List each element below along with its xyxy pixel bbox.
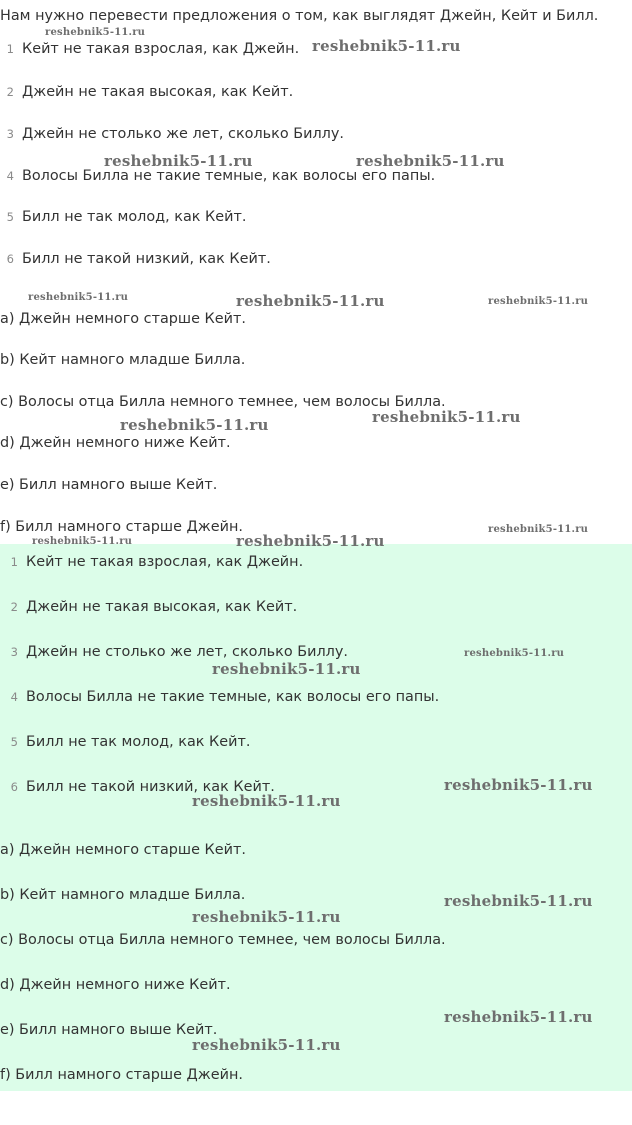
item-text: Билл не так молод, как Кейт. — [26, 734, 251, 750]
watermark: reshebnik5-11.ru — [192, 1036, 341, 1054]
watermark: reshebnik5-11.ru — [444, 776, 593, 794]
question-option: c) Волосы отца Билла немного темнее, чем волосы Билла. — [0, 394, 446, 410]
question-option: a) Джейн немного старше Кейт. — [0, 311, 246, 327]
watermark: reshebnik5-11.ru — [236, 532, 385, 550]
question-option: b) Кейт намного младше Билла. — [0, 352, 246, 368]
question-item — [0, 208, 246, 226]
question-option: e) Билл намного выше Кейт. — [0, 477, 218, 493]
item-number: 6 — [10, 780, 18, 794]
watermark: reshebnik5-11.ru — [372, 408, 521, 426]
answer-item — [0, 643, 348, 661]
item-number: 6 — [6, 252, 14, 266]
item-text: Волосы Билла не такие темные, как волосы его папы. — [22, 168, 436, 184]
watermark: reshebnik5-11.ru — [192, 908, 341, 926]
item-number: 1 — [10, 555, 18, 569]
item-number: 3 — [10, 645, 18, 659]
item-number: 3 — [6, 127, 14, 141]
watermark: reshebnik5-11.ru — [488, 524, 589, 535]
item-number: 2 — [10, 600, 18, 614]
answer-option: e) Билл намного выше Кейт. — [0, 1022, 218, 1038]
item-number: 5 — [6, 210, 14, 224]
item-text: Джейн не столько же лет, сколько Биллу. — [22, 126, 344, 142]
watermark: reshebnik5-11.ru — [28, 292, 129, 303]
intro-text: Нам нужно перевести предложения о том, как выглядят Джейн, Кейт и Билл. — [0, 8, 599, 24]
item-text: Кейт не такая взрослая, как Джейн. — [22, 41, 300, 57]
watermark: reshebnik5-11.ru — [32, 536, 133, 547]
answer-item — [0, 598, 297, 616]
item-text: Билл не такой низкий, как Кейт. — [22, 251, 271, 267]
watermark: reshebnik5-11.ru — [212, 660, 361, 678]
watermark: reshebnik5-11.ru — [312, 37, 461, 55]
question-item — [0, 250, 271, 268]
item-text: Кейт не такая взрослая, как Джейн. — [26, 554, 304, 570]
item-number: 2 — [6, 85, 14, 99]
watermark: reshebnik5-11.ru — [192, 792, 341, 810]
answer-option: b) Кейт намного младше Билла. — [0, 887, 246, 903]
answer-item — [0, 733, 250, 751]
answer-option: c) Волосы отца Билла немного темнее, чем волосы Билла. — [0, 932, 446, 948]
item-text: Билл не такой низкий, как Кейт. — [26, 779, 275, 795]
item-number: 5 — [10, 735, 18, 749]
question-item — [0, 40, 299, 58]
answer-option: f) Билл намного старше Джейн. — [0, 1067, 243, 1083]
question-item — [0, 125, 344, 143]
watermark: reshebnik5-11.ru — [464, 648, 565, 659]
item-number: 4 — [10, 690, 18, 704]
watermark: reshebnik5-11.ru — [104, 152, 253, 170]
question-option: d) Джейн немного ниже Кейт. — [0, 435, 231, 451]
answer-option: d) Джейн немного ниже Кейт. — [0, 977, 231, 993]
watermark: reshebnik5-11.ru — [444, 892, 593, 910]
item-text: Билл не так молод, как Кейт. — [22, 209, 247, 225]
answer-option: a) Джейн немного старше Кейт. — [0, 842, 246, 858]
item-text: Джейн не такая высокая, как Кейт. — [26, 599, 298, 615]
question-item — [0, 83, 293, 101]
item-text: Волосы Билла не такие темные, как волосы его папы. — [26, 689, 440, 705]
item-number: 4 — [6, 169, 14, 183]
question-option: f) Билл намного старше Джейн. — [0, 519, 243, 535]
watermark: reshebnik5-11.ru — [356, 152, 505, 170]
item-number: 1 — [6, 42, 14, 56]
watermark: reshebnik5-11.ru — [444, 1008, 593, 1026]
item-text: Джейн не столько же лет, сколько Биллу. — [26, 644, 348, 660]
answer-item — [0, 553, 303, 571]
item-text: Джейн не такая высокая, как Кейт. — [22, 84, 294, 100]
answer-item — [0, 688, 439, 706]
watermark: reshebnik5-11.ru — [236, 292, 385, 310]
watermark: reshebnik5-11.ru — [45, 27, 146, 38]
watermark: reshebnik5-11.ru — [120, 416, 269, 434]
watermark: reshebnik5-11.ru — [488, 296, 589, 307]
